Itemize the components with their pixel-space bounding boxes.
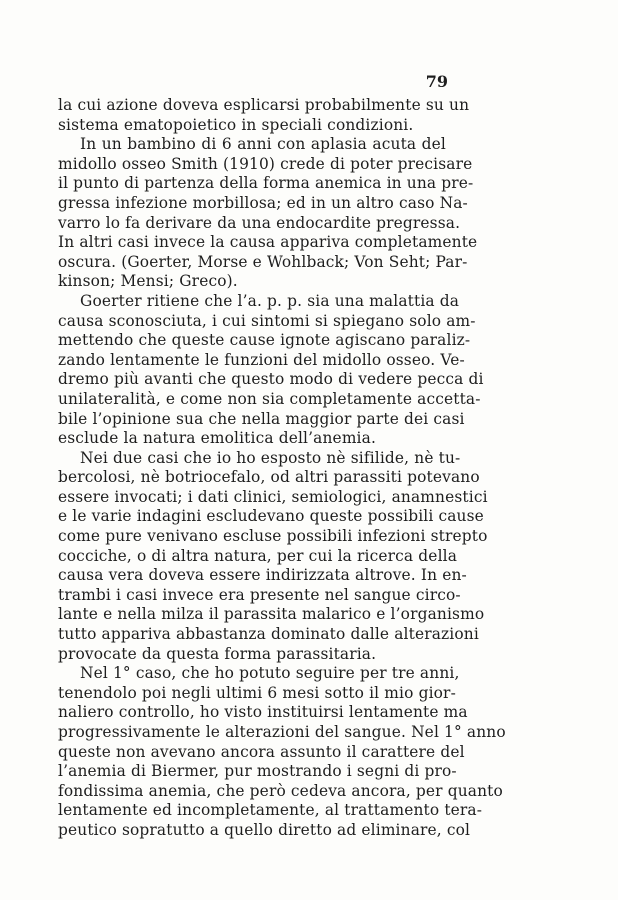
text-line: midollo osseo Smith (1910) crede di poter precisare [58,154,473,173]
text-line: bile l’opinione sua che nella maggior parte dei casi [58,409,465,428]
text-line: kinson; Mensi; Greco). [58,272,238,291]
text-line: e le varie indagini escludevano queste possibili cause [58,507,484,526]
text-line: progressivamente le alterazioni del sangue. Nel 1° anno [58,723,506,741]
text-line: oscura. (Goerter, Morse e Wohlback; Von Seht; Par- [58,252,468,271]
text-line: sistema ematopoietico in speciali condizioni. [58,115,414,134]
text-line: causa vera doveva essere indirizzata altrove. In en- [58,566,467,585]
text-line: In altri casi invece la causa appariva completamente [58,233,478,252]
text-line: causa sconosciuta, i cui sintomi si spiegano solo am- [58,311,476,330]
text-line: tutto appariva abbastanza dominato dalle alterazioni [58,625,479,644]
text-line: trambi i casi invece era presente nel sangue circo- [58,585,461,604]
text-line: provocate da questa forma parassitaria. [58,644,377,663]
text-line: lante e nella milza il parassita malarico e l’organismo [58,605,485,624]
text-line: zando lentamente le funzioni del midollo osseo. Ve- [58,350,465,369]
text-line: come pure venivano escluse possibili infezioni strepto [58,527,488,546]
text-line: peutico sopratutto a quello diretto ad eliminare, col [58,820,471,839]
text-line: gressa infezione morbillosa; ed in un altro caso Na- [58,193,468,212]
text-line: varro lo fa derivare da una endocardite pregressa. [58,213,461,232]
text-line: naliero controllo, ho visto instituirsi lentamente ma [58,703,468,722]
text-line: la cui azione doveva esplicarsi probabilmente su un [58,96,470,114]
text-line: lentamente ed incompletamente, al trattamento tera- [58,801,483,820]
page-number: 79 [425,72,448,91]
text-line: cocciche, o di altra natura, per cui la ricerca della [58,546,458,565]
text-line: In un bambino di 6 anni con aplasia acuta del [80,135,446,154]
text-line: bercolosi, nè botriocefalo, od altri parassiti potevano [58,468,480,487]
body-text [58,96,506,841]
text-line: essere invocati; i dati clinici, semiologici, anamnestici [58,487,488,506]
text-line: Goerter ritiene che l’a. p. p. sia una malattia da [80,291,460,310]
text-line: unilateralità, e come non sia completamente accetta- [58,389,481,408]
text-line: esclude la natura emolitica dell’anemia. [58,429,376,448]
text-line: tenendolo poi negli ultimi 6 mesi sotto il mio gior- [58,683,456,702]
text-line: queste non avevano ancora assunto il carattere del [58,742,465,761]
text-line: Nel 1° caso, che ho potuto seguire per tre anni, [80,664,460,683]
text-line: mettendo che queste cause ignote agiscano paraliz- [58,331,471,350]
text-line: l’anemia di Biermer, pur mostrando i segni di pro- [58,762,457,781]
text-line: dremo più avanti che questo modo di vedere pecca di [58,370,484,389]
text-line: Nei due casi che io ho esposto nè sifilide, nè tu- [80,448,461,467]
text-line: fondissima anemia, che però cedeva ancora, per quanto [58,781,503,800]
text-line: il punto di partenza della forma anemica in una pre- [58,174,474,193]
